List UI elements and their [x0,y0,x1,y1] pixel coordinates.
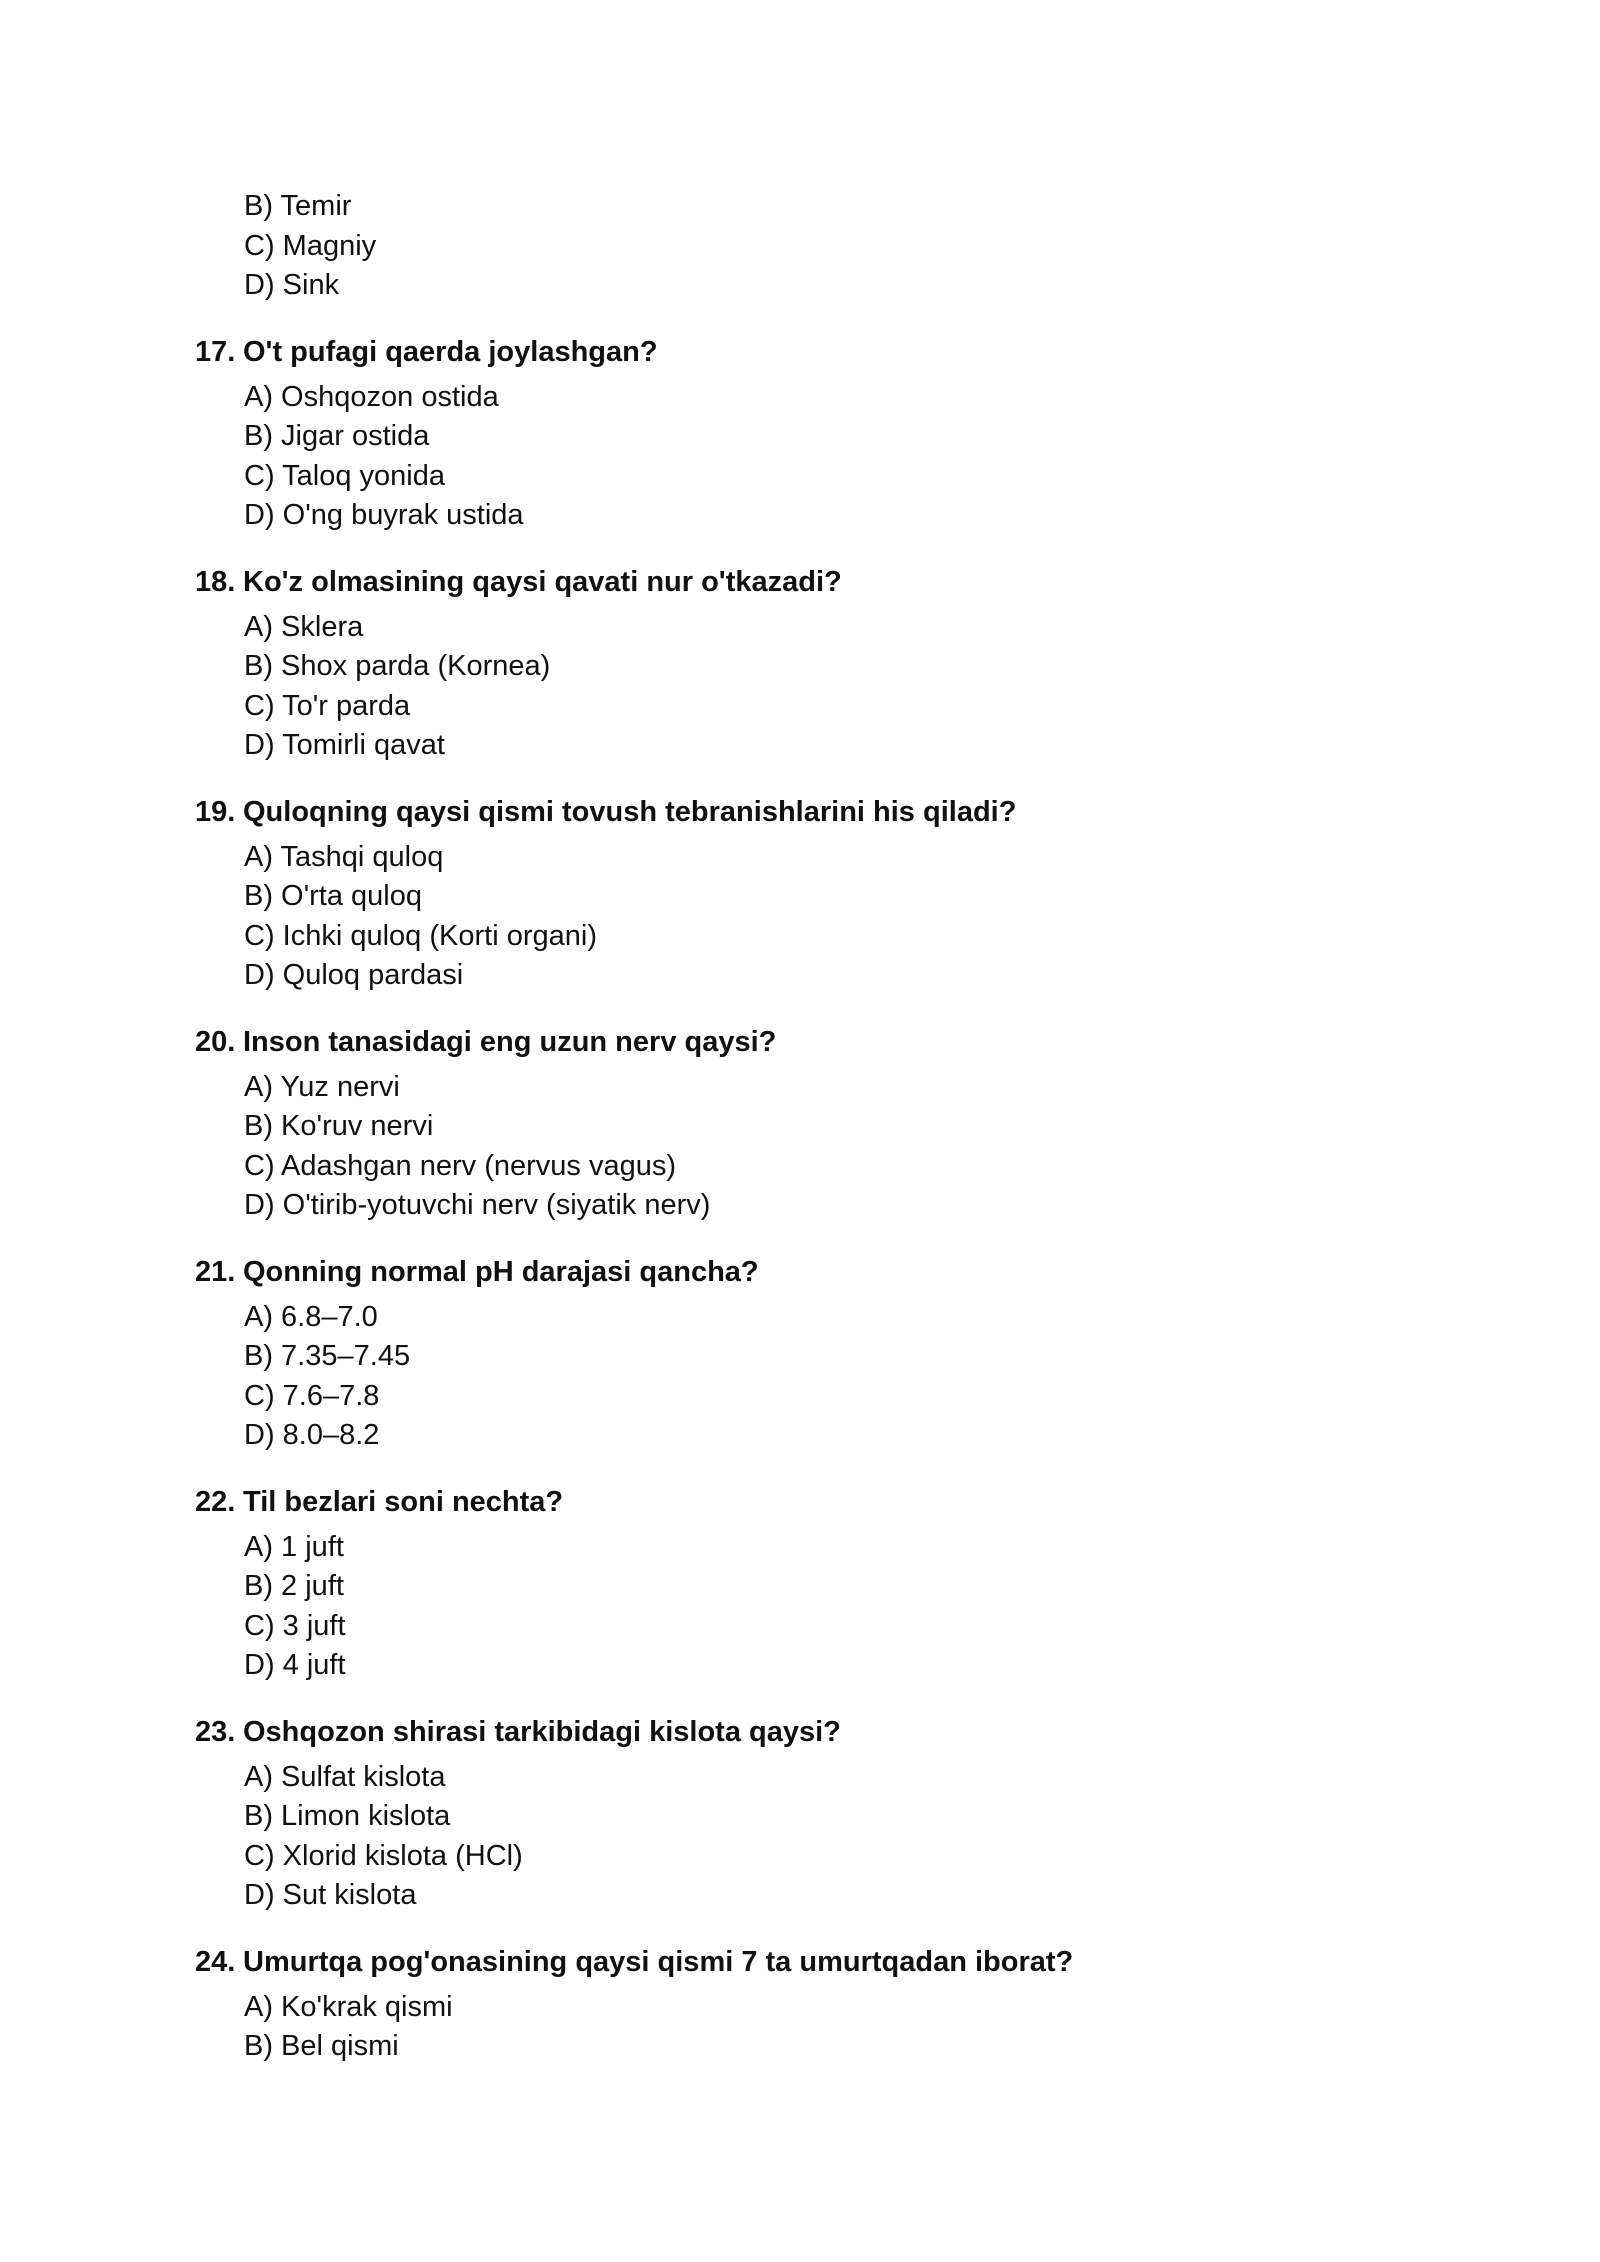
answer-option: D) O'tirib-yotuvchi nerv (siyatik nerv) [244,1189,711,1221]
question-number: 18. [195,565,236,598]
answer-option: D) Quloq pardasi [244,959,464,991]
question-24 [195,1942,1445,2067]
answer-option: D) Sut kislota [244,1879,417,1911]
question-number: 20. [195,1025,236,1058]
question-number: 21. [195,1255,236,1288]
answer-option: A) Tashqi quloq [244,840,444,873]
answer-option: A) Oshqozon ostida [244,380,499,413]
question-23 [195,1712,1445,1916]
answer-option: A) Sklera [244,610,364,643]
answer-option: B) Shox parda (Kornea) [244,650,551,682]
question-text [195,1942,1445,1982]
answer-option: C) Taloq yonida [244,459,445,492]
question-20 [195,1022,1445,1226]
question-text [195,1712,1445,1752]
question-22 [195,1482,1445,1686]
question-text [195,562,1445,602]
question-text [195,1022,1445,1062]
question-prompt: Quloqning qaysi qismi tovush tebranishlarini his qiladi? [243,795,1017,828]
answer-option: D) Sink [244,269,340,301]
answer-option: A) Sulfat kislota [244,1760,446,1793]
answer-option: B) Ko'ruv nervi [244,1110,434,1142]
answer-option: D) Tomirli qavat [244,729,445,761]
answer-option: C) Magniy [244,229,377,262]
question-18 [195,562,1445,766]
answer-option: D) 4 juft [244,1649,346,1681]
question-prompt: Qonning normal pH darajasi qancha? [243,1255,759,1288]
answer-option: B) Jigar ostida [244,420,430,452]
answer-option: B) 7.35–7.45 [244,1340,411,1372]
answer-option: A) 1 juft [244,1530,344,1563]
leading-options [195,187,1445,306]
answer-option: B) O'rta quloq [244,880,423,912]
question-number: 19. [195,795,236,828]
answer-option: C) Xlorid kislota (HCl) [244,1839,523,1872]
answer-option: C) Ichki quloq (Korti organi) [244,919,597,952]
answer-option: B) Temir [244,190,352,222]
answer-option: C) 3 juft [244,1609,346,1642]
question-text [195,1252,1445,1292]
answer-option: D) 8.0–8.2 [244,1419,380,1451]
question-prompt: Ko'z olmasining qaysi qavati nur o'tkazadi? [243,565,842,598]
answer-option: C) 7.6–7.8 [244,1379,380,1412]
question-text [195,792,1445,832]
answer-option: B) Bel qismi [244,2030,399,2062]
question-21 [195,1252,1445,1456]
answer-option: A) Yuz nervi [244,1070,400,1103]
answer-option: D) O'ng buyrak ustida [244,499,524,531]
question-prompt: O't pufagi qaerda joylashgan? [243,335,658,368]
question-prompt: Oshqozon shirasi tarkibidagi kislota qaysi? [243,1715,841,1748]
answer-option: C) To'r parda [244,689,411,722]
question-prompt: Umurtqa pog'onasining qaysi qismi 7 ta umurtqadan iborat? [243,1945,1074,1978]
question-number: 23. [195,1715,236,1748]
question-text [195,1482,1445,1522]
answer-option: C) Adashgan nerv (nervus vagus) [244,1149,676,1182]
question-text [195,332,1445,372]
question-number: 24. [195,1945,236,1978]
question-19 [195,792,1445,996]
question-number: 17. [195,335,236,368]
answer-option: A) Ko'krak qismi [244,1990,453,2023]
question-prompt: Inson tanasidagi eng uzun nerv qaysi? [243,1025,777,1058]
answer-option: B) Limon kislota [244,1800,451,1832]
question-17 [195,332,1445,536]
question-prompt: Til bezlari soni nechta? [243,1485,564,1518]
question-number: 22. [195,1485,236,1518]
answer-option: A) 6.8–7.0 [244,1300,378,1333]
quiz-content [195,187,1445,2067]
answer-option: B) 2 juft [244,1570,344,1602]
